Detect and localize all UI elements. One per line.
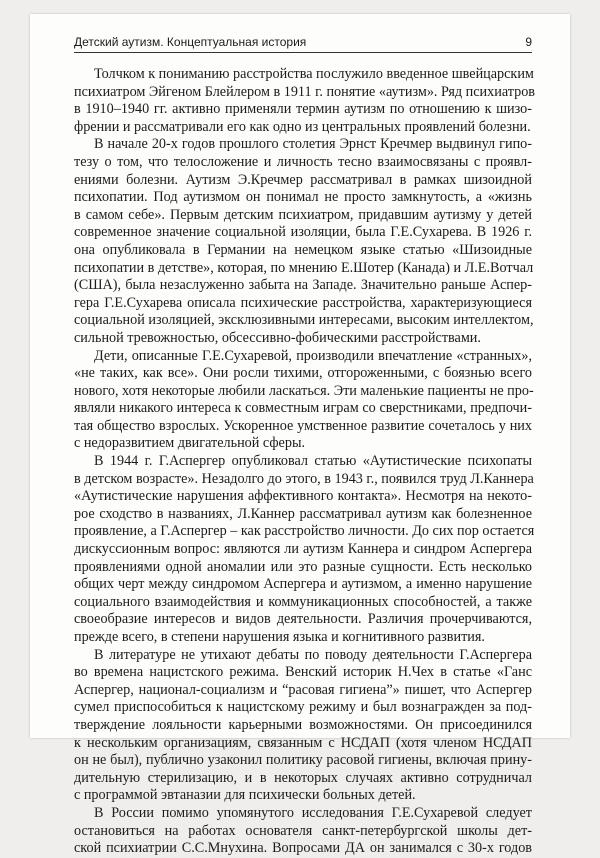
text-line: ской психиатрии С.С.Мнухина. Вопросами ДА он занимался с 30-х годов [74,840,532,857]
text-line: тверждение лояльности карьерными возможностями. Он присоединился [74,716,532,733]
text-line: сумел приспособиться к нацистскому режиму и был вознагражден за под- [74,699,532,716]
text-line: он не был), публично узаконил политику расовой гигиены, включая прину- [74,752,532,769]
text-line: дискуссионным вопрос: являются ли аутизм Каннера и синдром Аспергера [74,541,532,558]
text-line: во времена нацистского режима. Венский историк Н.Чех в статье «Ганс [74,664,532,681]
text-line: она опубликовала в Германии на немецком языке статью «Шизоидные [74,241,532,258]
text-line: В начале 20-х годов прошлого столетия Эрнст Кречмер выдвинул гипо- [94,136,532,153]
paragraph [74,453,535,647]
paragraph [74,136,532,347]
text-line: рое сходство в названиях, Л.Каннер рассматривал аутизм как болезненное [74,505,532,522]
text-line: проявление, а Г.Аспергер – как расстройство личности. До сих пор остается [74,523,535,540]
text-line: психиатром Эйгеном Блейлером в 1911 г. понятие «аутизм». Ряд психиатров [74,83,536,100]
text-line: Дети, описанные Г.Е.Сухаревой, производили впечатление «странных», [94,347,532,364]
text-line: Толчком к пониманию расстройства послужило введенное швейцарским [94,66,534,82]
text-line: гера Г.Е.Сухарева описала психические расстройства, характеризующиеся [74,294,532,311]
text-line: психопатии. Под аутизмом он понимал не просто замкнутость, а «жизнь [74,189,532,206]
text-line: «Аутистические нарушения аффективного контакта». Несмотря на некото- [74,488,532,505]
running-header [74,34,532,53]
text-line: прежде всего, в степени нарушения языка и когнитивного развития. [74,629,485,645]
text-line: В литературе не утихают дебаты по поводу деятельности Г.Аспергера [94,646,532,663]
text-line: являли никакого интереса к совместным играм со сверстниками, предпочи- [74,400,532,417]
paragraph [74,66,536,136]
text-line: своеобразие интересов и видов деятельности. Различия прочерчиваются, [74,611,532,628]
text-line: «не таких, как все». Они росли тихими, отгороженными, с боязнью всего [74,365,532,382]
running-title: Детский аутизм. Концептуальная история [74,35,307,49]
text-line: к нескольким организациям, связанным с НСДАП (хотя членом НСДАП [74,734,532,751]
text-line: в самом себе». Первым детским психиатром, придавшим аутизму у детей [74,206,532,223]
text-line: тезу о том, что телосложение и личность тесно взаимосвязаны с проявл- [74,153,532,170]
text-line: в детском возрасте». Незадолго до этого, в 1943 г., появился труд Л.Каннера [74,470,534,487]
text-line: психопатии в детстве», которая, по мнению Е.Шотер (Канада) и Л.Е.Вотчал [74,259,534,276]
text-line: (США), была незаслуженно забыта на Западе. Значительно раньше Аспер- [74,277,532,294]
page-number: 9 [525,35,532,49]
text-line: тая общество взрослых. Ускоренное умственное развитие сочеталось у них [74,417,532,434]
text-line: в 1910–1940 гг. активно применяли термин аутизм по отношению к шизо- [74,101,532,118]
text-line: современное значение социальной изоляции, была Г.Е.Сухарева. В 1926 г. [74,224,532,241]
text-line: Аспергер, национал-социализм и “расовая гигиена”» пишет, что Аспергер [74,681,532,698]
text-line: социального взаимодействия и коммуникационных способностей, а также [74,593,532,610]
text-line: френии и рассматривали его как одно из центральных проявлений болезни. [74,118,531,135]
text-line: нового, хотя некоторые любили ласкаться. Эти маленькие пациенты не про- [74,382,534,399]
text-line: ениями болезни. Аутизм Э.Кречмер рассматривал в рамках шизоидной [74,171,532,188]
text-line: дительную стерилизацию, и в некоторых случаях активно сотрудничал [74,769,532,786]
text-line: с недоразвитием двигательной сферы. [74,435,306,452]
text-line: В России помимо упомянутого исследования Г.Е.Сухаревой следует [94,804,532,821]
text-line: сильной тревожностью, обсессивно-фобическими расстройствами. [74,329,481,346]
text-line: с программой эвтаназии для психически больных детей. [74,787,416,804]
text-line: проявлениями одной аномалии или это разные сущности. Есть несколько [74,558,532,575]
text-line: общих черт между синдромом Аспергера и аутизмом, а именно нарушение [74,576,532,593]
text-line: социальной изоляцией, эксклюзивными интересами, высоким интеллектом, [74,312,534,329]
paragraph [74,805,532,858]
text-line: остановиться на работах основателя санкт-петербургской школы дет- [74,822,532,839]
book-page [30,14,570,857]
paragraph [74,348,532,454]
paragraph [74,647,532,805]
body-text [74,66,536,858]
text-line: В 1944 г. Г.Аспергер опубликовал статью «Аутистические психопаты [94,453,532,470]
